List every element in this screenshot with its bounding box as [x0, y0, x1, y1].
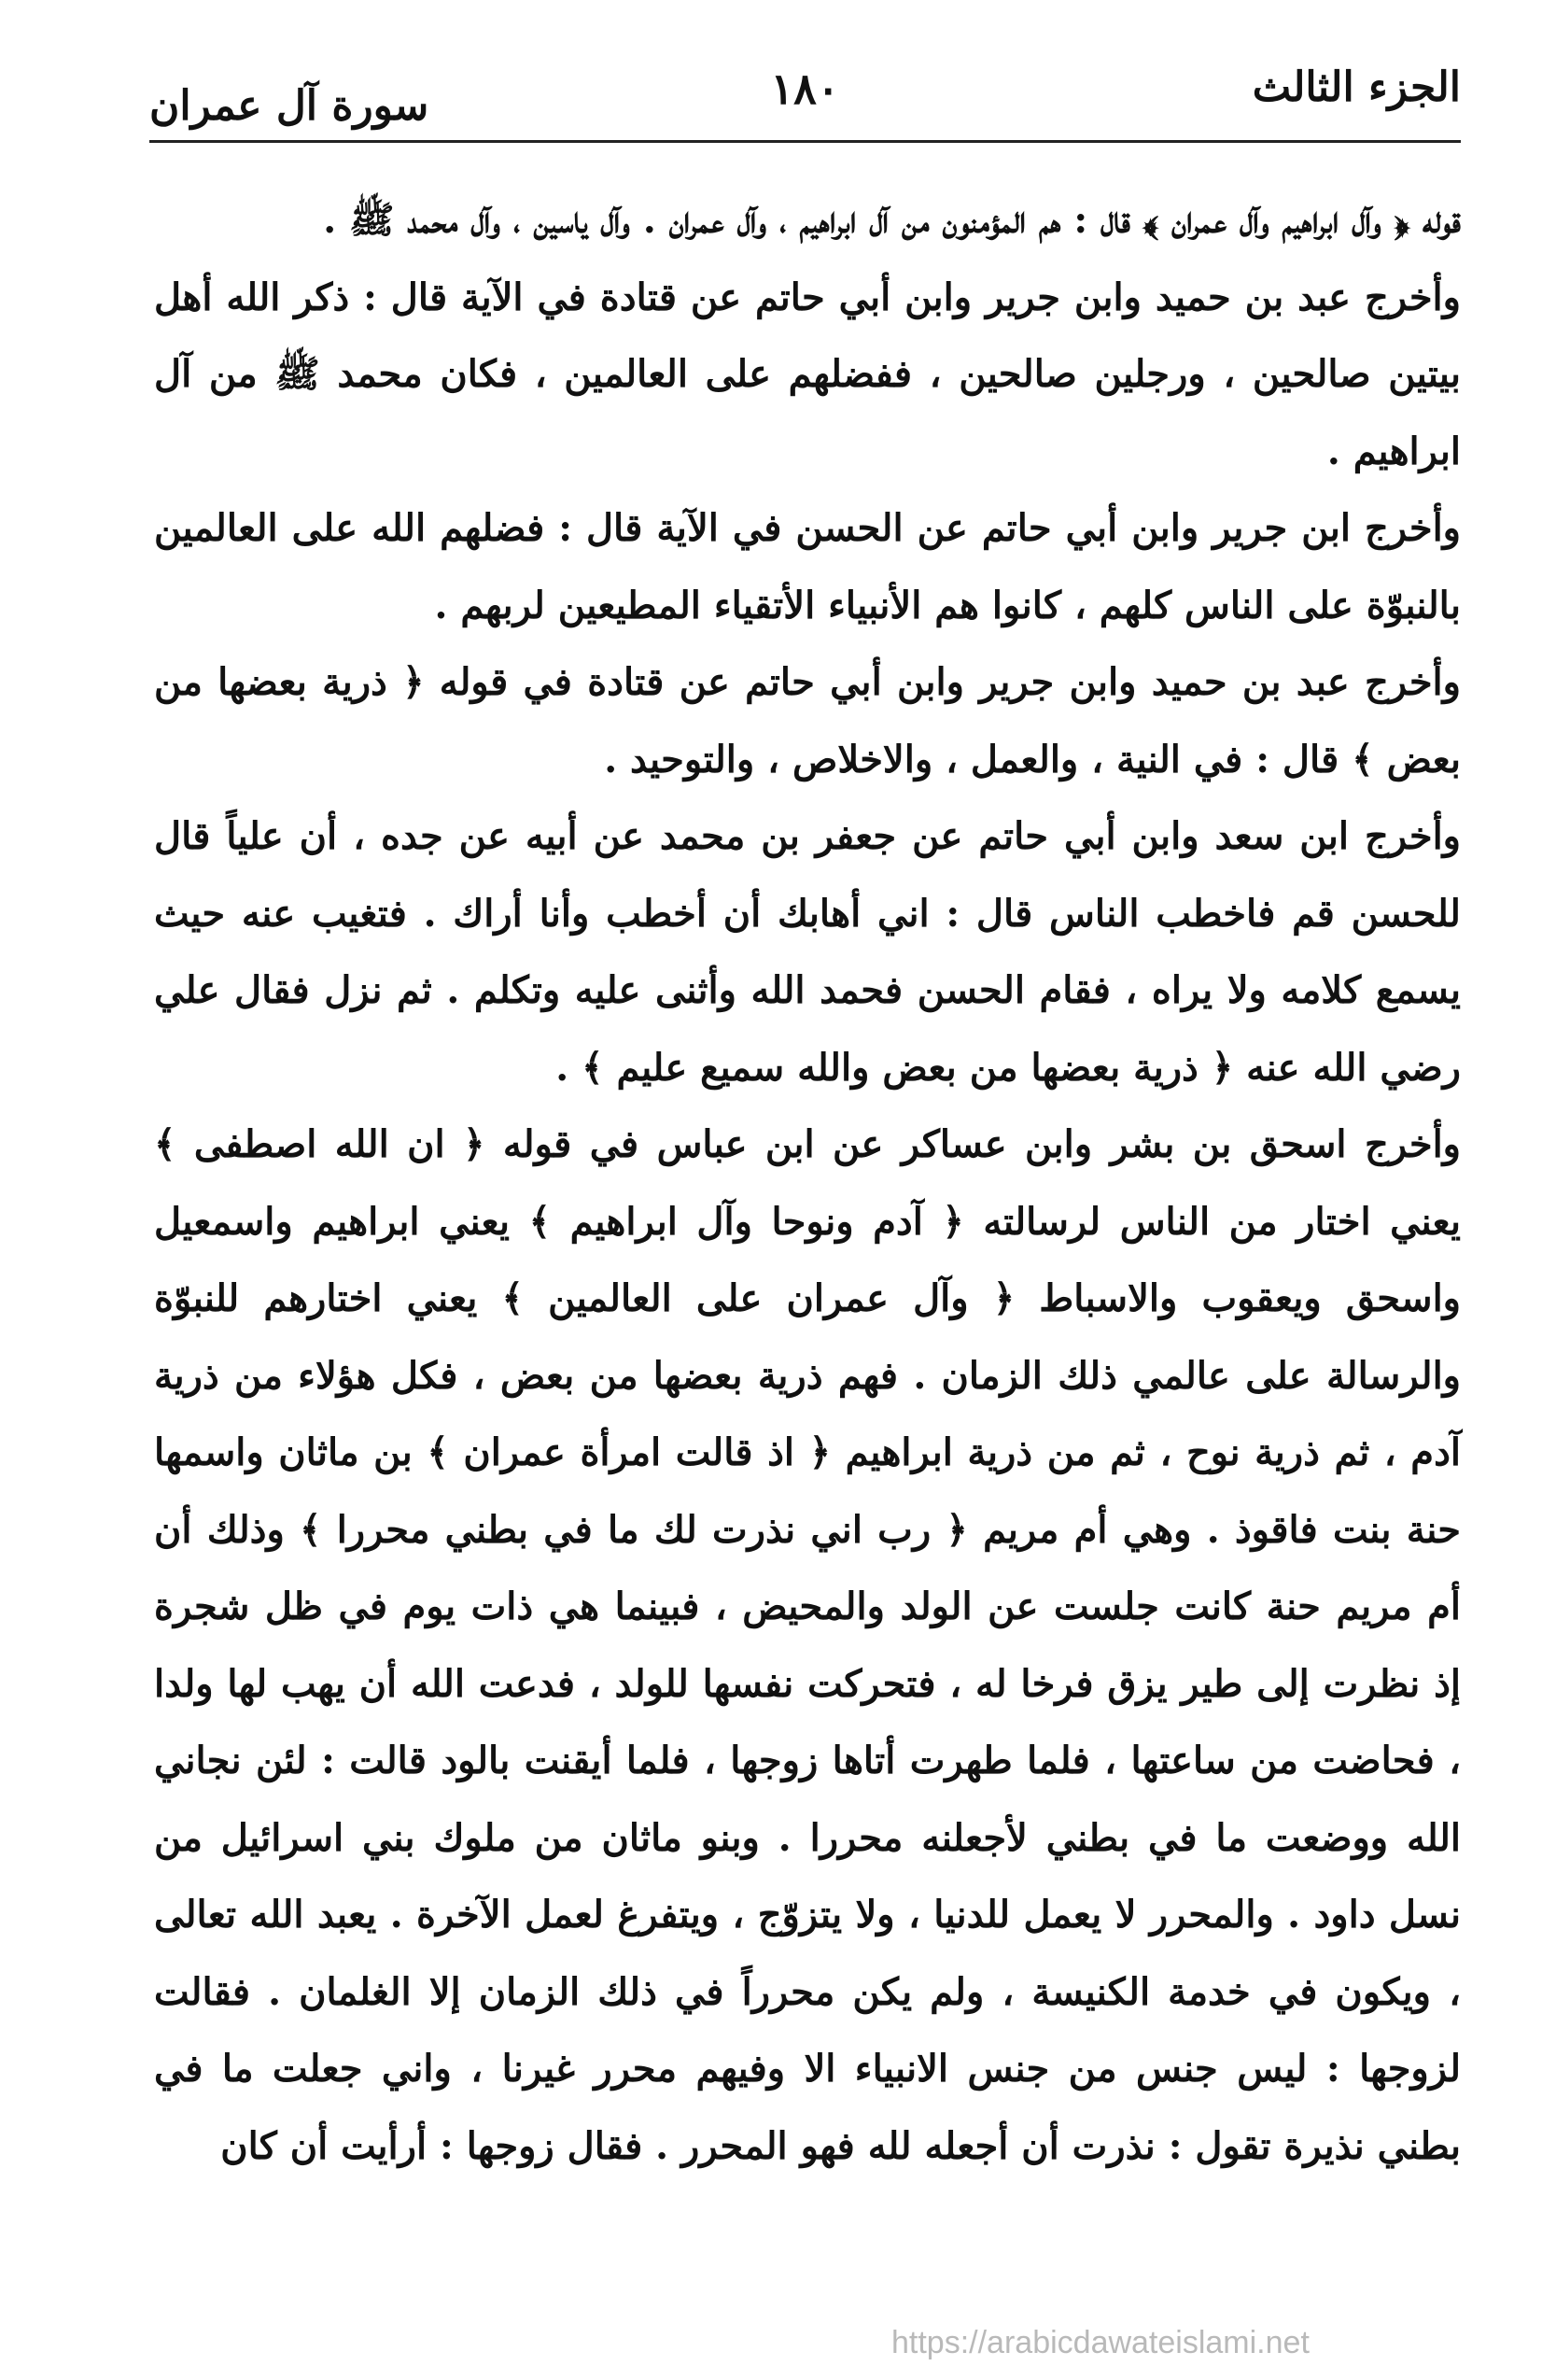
paragraph: وأخرج اسحق بن بشر وابن عساكر عن ابن عباس في قوله ﴿ ان الله اصطفى ﴾ يعني اختار من الناس لرسالته ﴿ آدم ونوحا وآل ابراهيم ﴾ يعني ابراهيم واسمعيل واسحق ويعقوب والاسباط ﴿ وآل عمران على العالمين ﴾ يعني اختارهم للنبوّة والرسالة على عالمي ذلك الزمان . فهم ذرية بعضها من بعض ، فكل هؤلاء من ذرية آدم ، ثم ذرية نوح ، ثم من ذرية ابراهيم ﴿ اذ قالت امرأة عمران ﴾ بن ماثان واسمها حنة بنت فاقوذ . وهي أم مريم ﴿ رب اني نذرت لك ما في بطني محررا ﴾ وذلك أن أم مريم حنة كانت جلست عن الولد والمحيض ، فبينما هي ذات يوم في ظل شجرة إذ نظرت إلى طير يزق فرخا له ، فتحركت نفسها للولد ، فدعت الله أن يهب لها ولدا ، فحاضت من ساعتها ، فلما طهرت أتاها زوجها ، فلما أيقنت بالود قالت : لئن نجاني الله ووضعت ما في بطني لأجعلنه محررا . وبنو ماثان من ملوك بني اسرائيل من نسل داود . والمحرر لا يعمل للدنيا ، ولا يتزوّج ، ويتفرغ لعمل الآخرة . يعبد الله تعالى ، ويكون في خدمة الكنيسة ، ولم يكن محرراً في ذلك الزمان إلا الغلمان . فقالت لزوجها : ليس جنس من جنس الانبياء الا وفيهم محرر غيرنا ، واني جعلت ما في بطني نذيرة تقول : نذرت أن أجعله لله فهو المحرر . فقال زوجها : أرأيت أن كان [154, 1122, 1461, 2168]
page-header [149, 56, 1461, 149]
paragraph: قوله ﴿ وآل ابراهيم وآل عمران ﴾ قال : هم المؤمنون من آل ابراهيم ، وآل عمران . وآل ياسين ، وآل محمد ﷺ . [323, 198, 1461, 242]
paragraph: وأخرج ابن سعد وابن أبي حاتم عن جعفر بن محمد عن أبيه عن جده ، أن علياً قال للحسن قم فاخطب الناس قال : اني أهابك أن أخطب وأنا أراك . فتغيب عنه حيث يسمع كلامه ولا يراه ، فقام الحسن فحمد الله وأثنى عليه وتكلم . ثم نزل فقال علي رضي الله عنه ﴿ ذرية بعضها من بعض والله سميع عليم ﴾ . [154, 814, 1461, 1090]
paragraph: وأخرج ابن جرير وابن أبي حاتم عن الحسن في الآية قال : فضلهم الله على العالمين بالنبوّة على الناس كلهم ، كانوا هم الأنبياء الأتقياء المطيعين لربهم . [154, 506, 1461, 627]
page-number: ١٨٠ [770, 63, 840, 114]
surah-title: سورة آل عمران [149, 82, 429, 130]
watermark-url: https://arabicdawateislami.net [891, 2325, 1310, 2360]
paragraph: وأخرج عبد بن حميد وابن جرير وابن أبي حاتم عن قتادة في قوله ﴿ ذرية بعضها من بعض ﴾ قال : في النية ، والعمل ، والاخلاص ، والتوحيد . [154, 660, 1461, 782]
part-title: الجزء الثالث [1252, 63, 1461, 111]
paragraph: وأخرج عبد بن حميد وابن جرير وابن أبي حاتم عن قتادة في الآية قال : ذكر الله أهل بيتين صالحين ، ورجلين صالحين ، ففضلهم على العالمين ، فكان محمد ﷺ من آل ابراهيم . [154, 275, 1461, 473]
header-divider [149, 140, 1461, 143]
page-body [154, 182, 1461, 2185]
